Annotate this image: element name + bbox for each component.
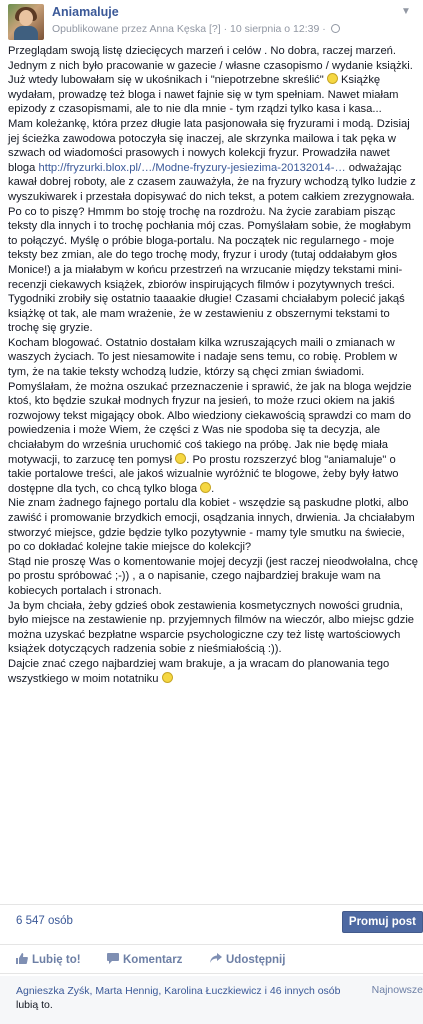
paragraph-text: Dajcie znać czego najbardziej wam brakuje, a ja wracam do planowania tego wszystkiego w moim notatniku [8,657,390,685]
reach-row [0,904,423,936]
paragraph-text: Stąd nie proszę Was o komentowanie mojej decyzji (jest raczej nieodwołalna, chcę po prostu spróbować ;-)) , a o napisanie, czego najbardziej brakuje wam na kobiecych portalach i stronach. [8,555,418,597]
post-paragraph [8,555,418,599]
likes-summary [0,976,423,1024]
paragraph-text: . Po prostu rozszerzyć blog "aniamaluje" o takie portalowe treści, ale jakoś wizualnie wyróżnić te blogowe, żeby były łatwo dostępne dla tych, co chcą tylko bloga [8,453,399,495]
post-paragraph [8,496,418,554]
page-avatar[interactable] [8,4,44,40]
share-button[interactable] [210,953,285,966]
post-paragraph [8,44,418,117]
paragraph-text: odważając kawał dobrej roboty, ale z czasem zauważyła, że na fryzury wchodzą tylko ludzie z wyszukiwarek i przestała dopisywać do nich tekst, a potem całkiem zrezygnowała. [8,161,416,203]
comment-button[interactable] [107,953,182,966]
share-icon [210,953,222,964]
share-label: Udostępnij [226,954,286,966]
paragraph-text: Po co to piszę? Hmmm bo stoję trochę na rozdrożu. Na życie zarabiam pisząc teksty dla innych i to trochę pochłania mój czas. Pomyślałam sobie, że mogłabym to połączyć. Myślę o próbie bloga-portalu. Na początek nic regularnego - moje teksty bez zmian, ale do tego trochę mody, fryzur i urody (tutaj oddałabym głos Monice!) a ja miałabym w końcu przestrzeń na wrzucanie między tekstami mini-recenzji ciekawych książek, zbiorów inspirujących filmów i pozytywnych treści. Tygodniki zrobiły się ostatnio taaaakie długie! Czasami chciałabym polecić jakąś książkę ot tak, ale mam wrażenie, że w zestawieniu z obszernymi tekstami to trochę się gryzie. [8,205,411,335]
comment-label: Komentarz [123,954,183,966]
paragraph-text: . [211,482,215,495]
post-meta-text: Opublikowane przez Anna Kęska [?] · 10 sierpnia o 12:39 · [52,23,326,35]
likes-suffix: lubią to. [16,999,53,1011]
post-header [8,4,415,40]
external-link[interactable]: http://fryzurki.blox.pl/…/Modne-fryzury-jesiezima-20132014-… [38,161,346,174]
smiley-icon [200,482,211,493]
promote-post-button[interactable]: Promuj post [342,911,423,933]
paragraph-text: Mam koleżankę, która przez długie lata pasjonowała się fryzurami i modą. Dzisiaj jej ścieżka zawodowa potoczyła się inaczej, ale skrzynka mailowa i tak pęka w szwach od wiadomości prasowych i nowych kolekcji fryzur. Prowadziła nawet bloga [8,117,410,174]
sort-newest-link[interactable]: Najnowsze [371,984,423,996]
thumbs-up-icon [16,953,28,964]
post-paragraph [8,657,418,686]
like-label: Lubię to! [32,954,81,966]
post-paragraph [8,336,418,497]
post-paragraph [8,117,418,205]
globe-icon [331,24,340,33]
paragraph-text: Kocham blogować. Ostatnio dostałam kilka wzruszających maili o zmianach w waszych życiach. To jest niesamowite i nadaje sens temu, co robię. Problem w tym, że na takie teksty wchodzą ludzie, którzy są chęci zmian świadomi. Pomyślałam, że można oszukać przeznaczenie i sprawić, że jak na bloga wejdzie ktoś, kto będzie szukał modnych fryzur na jesień, to może rzuci okiem na jakiś rozwojowy tekst migający obok. Albo wiedziony ciekawością sprawdzi co mam do powiedzenia i może Wiem, że części z Was nie spodoba się ta decyzja, ale chciałabym do września uruchomić coś takiego na próbę. Jak nie będę miała motywacji, to zarzucę ten pomysł [8,336,412,466]
page-name-link[interactable]: Aniamaluje [52,5,119,19]
paragraph-text: Książkę wydałam, prowadzę też bloga i nawet fajnie się w tym spełniam. Nawet miałam epizody z czasopismami, ale to nie dla mnie - tym rządzi tylko kasa i kasa... [8,74,399,116]
comment-icon [107,953,119,964]
reach-count[interactable]: 6 547 osób [16,915,73,927]
paragraph-text: Przeglądam swoją listę dziecięcych marzeń i celów . No dobra, raczej marzeń. Jednym z nich było pracowanie w gazecie / własne czasopismo / wydanie książki. Już wtedy lubowałam się w ukośnikach i "niepotrzebne skreślić" [8,45,413,87]
like-button[interactable] [16,953,81,966]
smiley-icon [162,672,173,683]
chevron-down-icon[interactable]: ▼ [401,6,411,17]
smiley-icon [327,73,338,84]
paragraph-text: Nie znam żadnego fajnego portalu dla kobiet - wszędzie są paskudne plotki, albo zawiść i promowanie brzydkich emocji, osądzania innych, drwienia. Ja chciałabym stworzyć miejsce, gdzie będzie tylko pozytywnie - mamy tyle smutku na świecie, po co dokładać kolejne takie miejsce do kolekcji? [8,497,415,554]
post-body [8,44,418,686]
smiley-icon [175,453,186,464]
paragraph-text: Ja bym chciała, żeby gdzieś obok zestawienia kosmetycznych nowości grudnia, było miejsce na zestawienie np. przyjemnych filmów na wieczór, albo miejsc gdzie można uzyskać bezpłatne wsparcie psychologiczne czy też listę wartościowych książek dotyczących radzenia sobie z nieśmiałością :)). [8,599,415,656]
post-actions [0,944,423,974]
post-meta [52,23,340,35]
post-paragraph [8,599,418,657]
likes-names [16,984,346,1012]
post-paragraph [8,205,418,336]
likers-link[interactable]: Agnieszka Zyśk, Marta Hennig, Karolina Łuczkiewicz i 46 innych osób [16,985,341,997]
